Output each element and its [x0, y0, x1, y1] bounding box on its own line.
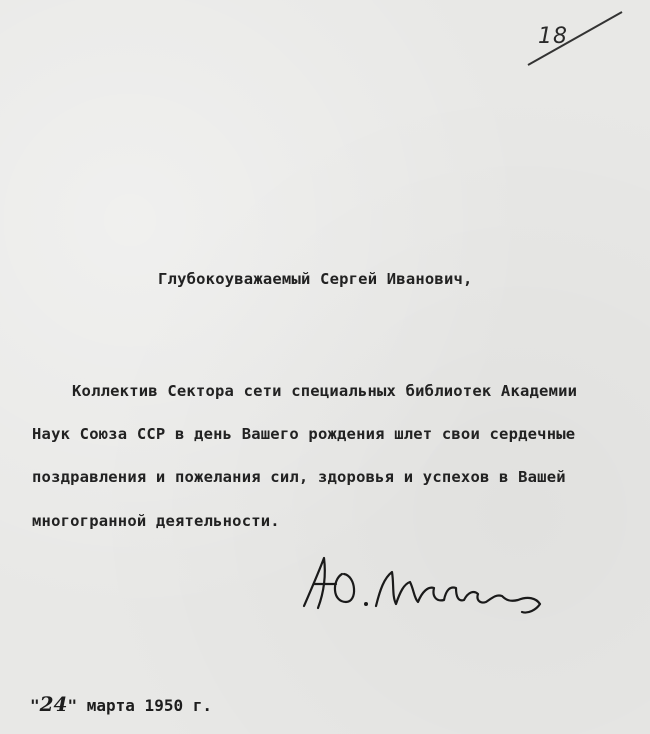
- body-line: Наук Союза ССР в день Вашего рождения шлет свои сердечные: [32, 425, 576, 443]
- date-day: 24: [39, 692, 68, 716]
- body-line: Коллектив Сектора сети специальных библиотек Академии: [72, 382, 578, 400]
- page-number: 18: [538, 24, 568, 49]
- date-line: [30, 692, 212, 716]
- body-line: многогранной деятельности.: [32, 512, 280, 530]
- salutation: Глубокоуважаемый Сергей Иванович,: [158, 270, 473, 288]
- body-line: поздравления и пожелания сил, здоровья и успехов в Вашей: [32, 468, 566, 486]
- handwritten-signature: [296, 544, 552, 624]
- date-open-quote: ": [30, 696, 40, 715]
- date-close-quote: ": [67, 696, 78, 715]
- date-month-year: марта 1950 г.: [77, 696, 212, 715]
- page-number-strike: [526, 10, 626, 70]
